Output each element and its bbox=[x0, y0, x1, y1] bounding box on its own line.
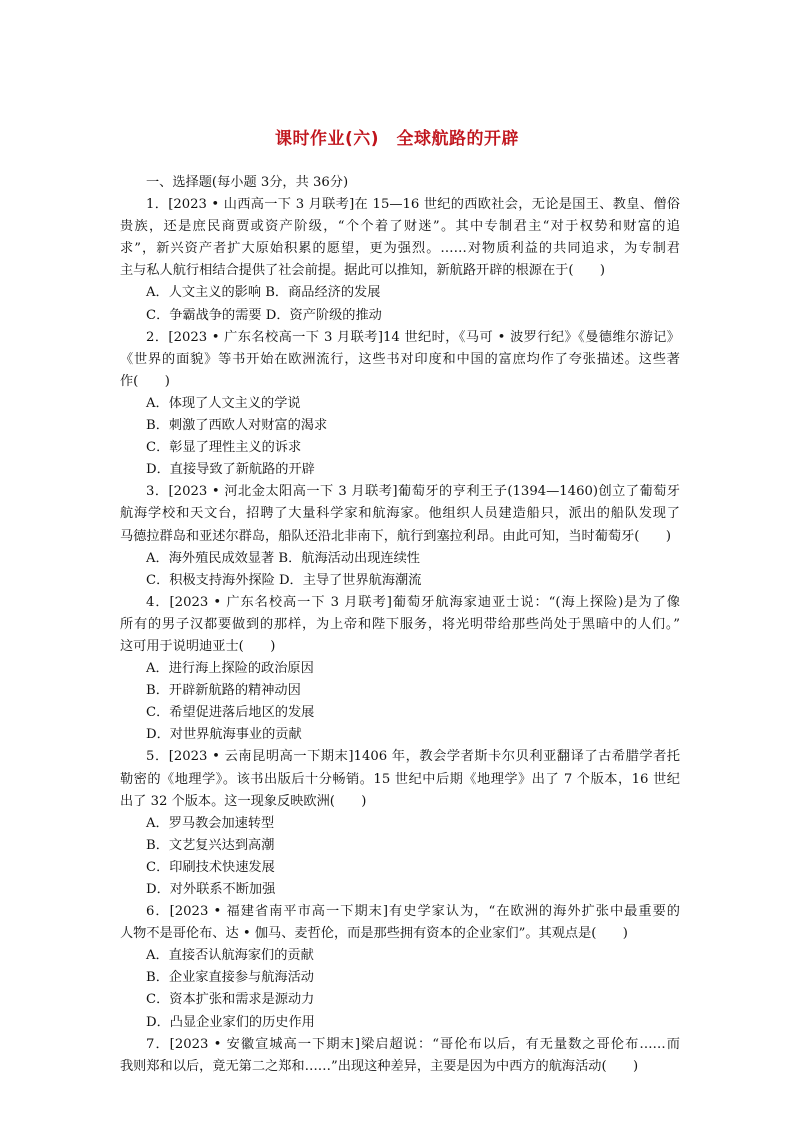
question-3-line: 航海学校和天文台，招聘了大量科学家和航海家。他组织人员建造船只，派出的船队发现了 bbox=[120, 506, 680, 522]
question-4-option-a: A．进行海上探险的政治原因 bbox=[146, 661, 314, 677]
question-6-option-a: A．直接否认航海家们的贡献 bbox=[146, 948, 314, 964]
question-6-line: 6．[2023 • 福建省南平市高一下期末]有史学家认为，“在欧洲的海外扩张中最重要的 bbox=[146, 904, 680, 920]
page-title: 课时作业(六) 全球航路的开辟 bbox=[274, 129, 520, 149]
question-3-options: A．海外殖民成效显著 B．航海活动出现连续性 bbox=[146, 550, 420, 566]
question-3-line: 马德拉群岛和亚述尔群岛，船队还沿北非南下，航行到塞拉利昂。由此可知，当时葡萄牙( ) bbox=[120, 528, 671, 544]
question-6-line: 人物不是哥伦布、达 • 伽马、麦哲伦，而是那些拥有资本的企业家们”。其观点是( ) bbox=[120, 926, 628, 942]
question-5-line: 5．[2023 • 云南昆明高一下期末]1406 年，教会学者斯卡尔贝利亚翻译了古希腊学者托 bbox=[146, 749, 680, 765]
question-6-option-b: B．企业家直接参与航海活动 bbox=[146, 970, 314, 986]
question-1-options: C．争霸战争的需要 D．资产阶级的推动 bbox=[146, 307, 382, 323]
question-5-option-b: B．文艺复兴达到高潮 bbox=[146, 837, 275, 853]
question-2-line: 2．[2023 • 广东名校高一下 3 月联考]14 世纪时，《马可 • 波罗行纪》《曼德维尔游记》 bbox=[146, 329, 680, 345]
question-body bbox=[120, 172, 680, 1078]
question-3-line: 3．[2023 • 河北金太阳高一下 3 月联考]葡萄牙的亨利王子(1394—1460)创立了葡萄牙 bbox=[146, 484, 680, 500]
question-2-option-a: A．体现了人文主义的学说 bbox=[146, 395, 301, 411]
question-2-line: 作( ) bbox=[120, 373, 170, 389]
question-4-line: 这可用于说明迪亚士( ) bbox=[120, 638, 276, 654]
question-7-line: 我则郑和以后，竟无第二之郑和……”出现这种差异，主要是因为中西方的航海活动( ) bbox=[120, 1058, 639, 1074]
question-4-line: 所有的男子汉都要做到的那样，为上帝和陛下服务，将光明带给那些尚处于黑暗中的人们。” bbox=[120, 616, 680, 632]
question-4-option-d: D．对世界航海事业的贡献 bbox=[146, 727, 302, 743]
question-5-option-d: D．对外联系不断加强 bbox=[146, 882, 276, 897]
question-4-option-c: C．希望促进落后地区的发展 bbox=[146, 705, 315, 721]
question-1-line: 1．[2023 • 山西高一下 3 月联考]在 15—16 世纪的西欧社会，无论是国王、教皇、僧俗 bbox=[146, 197, 680, 213]
question-7-line: 7．[2023 • 安徽宣城高一下期末]梁启超说：“哥伦布以后，有无量数之哥伦布……而 bbox=[146, 1036, 680, 1052]
question-4-option-b: B．开辟新航路的精神动因 bbox=[146, 683, 301, 699]
question-1-options: A．人文主义的影响 B．商品经济的发展 bbox=[146, 285, 381, 301]
question-6-option-c: C．资本扩张和需求是源动力 bbox=[146, 992, 315, 1008]
question-3-options: C．积极支持海外探险 D．主导了世界航海潮流 bbox=[146, 572, 422, 588]
section-heading: 一、选择题(每小题 3分，共 36分) bbox=[146, 175, 349, 190]
question-2-option-b: B．刺激了西欧人对财富的渴求 bbox=[146, 418, 328, 434]
question-5-line: 出了 32 个版本。这一现象反映欧洲( ) bbox=[120, 793, 367, 809]
question-5-option-a: A．罗马教会加速转型 bbox=[146, 815, 275, 831]
question-1-line: 贵族，还是庶民商贾或资产阶级，“个个着了财迷”。其中专制君主“对于权势和财富的追 bbox=[120, 219, 680, 235]
question-6-option-d: D．凸显企业家们的历史作用 bbox=[146, 1014, 315, 1030]
question-1-line: 主与私人航行相结合提供了社会前提。据此可以推知，新航路开辟的根源在于( ) bbox=[120, 263, 606, 279]
question-2-option-c: C．彰显了理性主义的诉求 bbox=[146, 440, 302, 456]
question-1-line: 求”，新兴资产者扩大原始积累的愿望，更为强烈。……对物质利益的共同追求，为专制君 bbox=[120, 241, 680, 257]
question-4-line: 4．[2023 • 广东名校高一下 3 月联考]葡萄牙航海家迪亚士说：“(海上探险)是为了像 bbox=[146, 594, 680, 610]
question-5-line: 勒密的《地理学》。该书出版后十分畅销。15 世纪中后期《地理学》出了 7 个版本，16 世纪 bbox=[120, 771, 680, 787]
question-2-option-d: D．直接导致了新航路的开辟 bbox=[146, 462, 315, 478]
question-5-option-c: C．印刷技术快速发展 bbox=[146, 859, 275, 875]
question-2-line: 《世界的面貌》等书开始在欧洲流行，这些书对印度和中国的富庶均作了夸张描述。这些著 bbox=[120, 351, 680, 367]
